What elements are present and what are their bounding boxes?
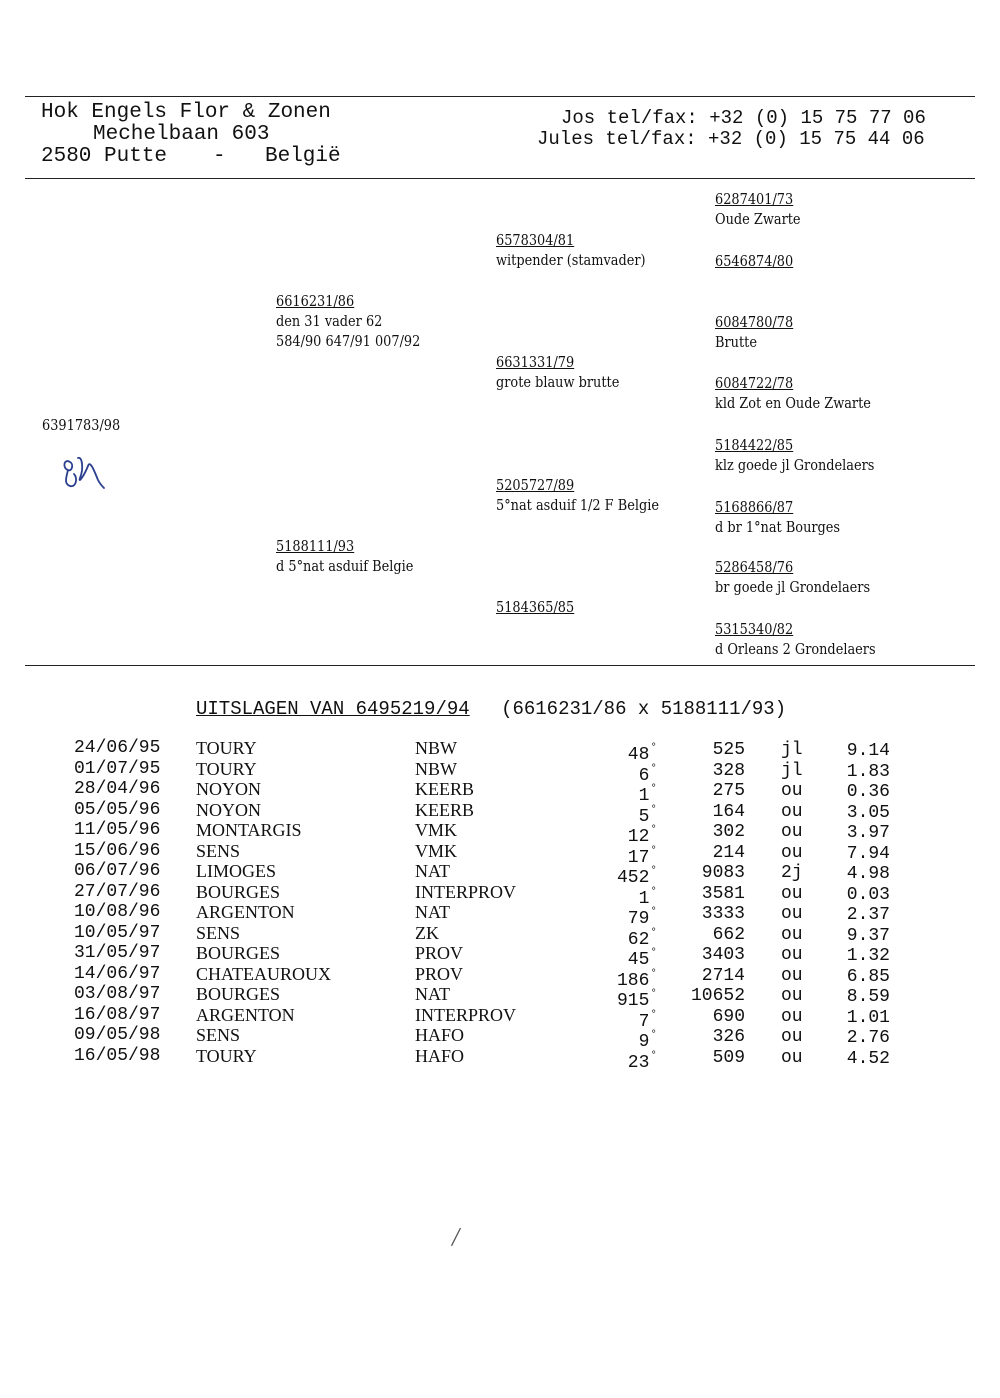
race-class: ou xyxy=(781,801,803,822)
race-organizer: HAFO xyxy=(415,1025,465,1045)
race-class: ou xyxy=(781,965,803,986)
degree-mark: ° xyxy=(650,1008,657,1021)
ring-number: 5188111/93 xyxy=(276,537,355,555)
race-percentage: 1.01 xyxy=(846,1007,890,1028)
table-row xyxy=(0,738,1000,765)
pedigree-note: d 5°nat asduif Belgie xyxy=(276,557,414,575)
ring-number: 6287401/73 xyxy=(715,190,794,208)
race-total-birds: 3403 xyxy=(701,945,745,965)
race-class: jl xyxy=(781,760,803,781)
race-position: 23° xyxy=(627,1049,657,1073)
breeder-city: 2580 Putte xyxy=(41,145,168,168)
race-position: 79° xyxy=(627,906,657,929)
table-row xyxy=(0,1004,1000,1032)
race-place: NOYON xyxy=(196,799,261,820)
ring-number: 6578304/81 xyxy=(496,231,575,249)
pedigree-subject xyxy=(42,415,120,435)
degree-mark: ° xyxy=(650,803,657,816)
stray-mark: / xyxy=(449,1221,462,1254)
ring-number: 5184365/85 xyxy=(496,598,575,616)
pedigree-note: d Orleans 2 Grondelaers xyxy=(715,640,876,658)
race-class: ou xyxy=(781,842,803,863)
race-position: 12° xyxy=(627,824,657,847)
ring-number: 5315340/82 xyxy=(715,620,794,638)
race-position: 62° xyxy=(627,926,657,950)
race-place: CHATEAUROUX xyxy=(196,963,331,984)
race-date: 03/08/97 xyxy=(74,984,161,1004)
race-date: 31/05/97 xyxy=(74,943,161,963)
race-percentage: 0.03 xyxy=(846,884,890,905)
race-organizer: VMK xyxy=(415,840,458,861)
race-percentage: 0.36 xyxy=(846,782,890,802)
pedigree-fm xyxy=(496,352,619,392)
race-percentage: 9.37 xyxy=(846,925,890,946)
race-position: 7° xyxy=(638,1008,657,1032)
degree-mark: ° xyxy=(650,844,657,857)
race-total-birds: 2714 xyxy=(701,965,745,986)
race-total-birds: 10652 xyxy=(690,986,745,1006)
race-position: 48° xyxy=(627,742,657,765)
pedigree-note: br goede jl Grondelaers xyxy=(715,578,871,596)
race-date: 16/05/98 xyxy=(74,1045,161,1066)
header-bottom-rule xyxy=(25,178,975,179)
race-organizer: NBW xyxy=(415,758,457,779)
race-class: jl xyxy=(781,740,803,760)
table-row xyxy=(0,820,1000,847)
race-organizer: PROV xyxy=(415,943,464,963)
degree-mark: ° xyxy=(650,1029,657,1041)
table-row xyxy=(0,1025,1000,1052)
degree-mark: ° xyxy=(650,742,657,754)
degree-mark: ° xyxy=(650,988,657,1000)
race-total-birds: 662 xyxy=(712,924,745,945)
pedigree-fmf xyxy=(715,312,793,352)
pedigree-note: Brutte xyxy=(715,333,757,351)
race-class: ou xyxy=(781,822,803,842)
breeder-dash: - xyxy=(213,145,226,168)
race-place: ARGENTON xyxy=(196,902,295,922)
table-row xyxy=(0,861,1000,888)
ring-number: 6546874/80 xyxy=(715,252,794,270)
race-total-birds: 328 xyxy=(712,760,745,781)
race-organizer: KEERB xyxy=(415,779,475,799)
pedigree-note: witpender (stamvader) xyxy=(496,251,646,269)
race-date: 28/04/96 xyxy=(74,779,161,799)
pedigree-note: d br 1°nat Bourges xyxy=(715,518,841,536)
race-percentage: 2.37 xyxy=(846,905,890,925)
signature-icon xyxy=(58,448,110,494)
ring-number: 6391783/98 xyxy=(42,416,121,434)
degree-mark: ° xyxy=(650,906,657,918)
pedigree-mf xyxy=(496,475,659,515)
degree-mark: ° xyxy=(650,1049,657,1062)
race-date: 14/06/97 xyxy=(74,963,161,984)
ring-number: 6084780/78 xyxy=(715,313,794,331)
race-date: 16/08/97 xyxy=(74,1004,161,1025)
ring-number: 5205727/89 xyxy=(496,476,575,494)
race-class: ou xyxy=(781,1027,803,1047)
race-organizer: INTERPROV xyxy=(415,881,517,902)
race-total-birds: 3333 xyxy=(701,904,745,924)
race-date: 05/05/96 xyxy=(74,799,161,820)
race-place: TOURY xyxy=(196,738,257,758)
ring-number: 5168866/87 xyxy=(715,498,794,516)
table-row xyxy=(0,943,1000,970)
pedigree-note: 584/90 647/91 007/92 xyxy=(276,332,421,350)
pedigree-note: den 31 vader 62 xyxy=(276,312,383,330)
race-organizer: INTERPROV xyxy=(415,1004,517,1025)
pedigree-mmm xyxy=(715,619,876,659)
race-organizer: NBW xyxy=(415,738,457,758)
race-date: 27/07/96 xyxy=(74,881,161,902)
degree-mark: ° xyxy=(650,926,657,939)
race-date: 10/08/96 xyxy=(74,902,161,922)
table-row xyxy=(0,758,1000,786)
race-place: ARGENTON xyxy=(196,1004,295,1025)
pedigree-note: grote blauw brutte xyxy=(496,373,620,391)
race-total-birds: 509 xyxy=(712,1047,745,1068)
race-total-birds: 164 xyxy=(712,801,745,822)
pedigree-fff xyxy=(715,189,801,229)
race-total-birds: 326 xyxy=(712,1027,745,1047)
race-date: 06/07/96 xyxy=(74,861,161,881)
race-percentage: 4.98 xyxy=(846,864,890,884)
pedigree-mff xyxy=(715,435,874,475)
race-position: 45° xyxy=(627,947,657,970)
table-row xyxy=(0,799,1000,827)
race-total-birds: 525 xyxy=(712,740,745,760)
race-place: LIMOGES xyxy=(196,861,276,881)
pedigree-note: kld Zot en Oude Zwarte xyxy=(715,394,871,412)
degree-mark: ° xyxy=(650,762,657,775)
race-class: ou xyxy=(781,781,803,801)
race-percentage: 1.83 xyxy=(846,761,890,782)
race-class: ou xyxy=(781,883,803,904)
degree-mark: ° xyxy=(650,947,657,959)
ring-number: 6084722/78 xyxy=(715,374,794,392)
race-position: 1° xyxy=(638,783,657,806)
table-row xyxy=(0,779,1000,806)
results-title xyxy=(196,698,786,720)
race-organizer: NAT xyxy=(415,984,450,1004)
pedigree-ff xyxy=(496,230,646,270)
degree-mark: ° xyxy=(650,865,657,877)
breeder-street: Mechelbaan 603 xyxy=(93,123,270,146)
race-total-birds: 214 xyxy=(712,842,745,863)
breeder-country: België xyxy=(265,145,341,168)
race-place: BOURGES xyxy=(196,984,281,1004)
race-place: TOURY xyxy=(196,758,257,779)
race-place: BOURGES xyxy=(196,943,281,963)
pedigree-note: Oude Zwarte xyxy=(715,210,801,228)
degree-mark: ° xyxy=(650,824,657,836)
table-row xyxy=(0,840,1000,868)
race-date: 24/06/95 xyxy=(74,738,161,758)
race-total-birds: 302 xyxy=(712,822,745,842)
pedigree-note: klz goede jl Grondelaers xyxy=(715,456,875,474)
race-percentage: 9.14 xyxy=(846,741,890,761)
contact-jos: Jos tel/fax: +32 (0) 15 75 77 06 xyxy=(561,107,926,129)
race-place: NOYON xyxy=(196,779,261,799)
race-organizer: HAFO xyxy=(415,1045,465,1066)
race-total-birds: 3581 xyxy=(701,883,745,904)
race-position: 1° xyxy=(638,885,657,909)
race-position: 5° xyxy=(638,803,657,827)
race-percentage: 3.05 xyxy=(846,802,890,823)
results-heading: UITSLAGEN VAN 6495219/94 xyxy=(196,698,470,720)
race-percentage: 8.59 xyxy=(846,987,890,1007)
race-position: 6° xyxy=(638,762,657,786)
race-place: SENS xyxy=(196,840,241,861)
race-class: 2j xyxy=(781,863,803,883)
header-top-rule xyxy=(25,96,975,97)
pedigree-father xyxy=(276,291,420,351)
breeder-name: Hok Engels Flor & Zonen xyxy=(41,101,331,124)
degree-mark: ° xyxy=(650,783,657,795)
results-parents: (6616231/86 x 5188111/93) xyxy=(501,698,787,720)
race-place: MONTARGIS xyxy=(196,820,302,840)
race-percentage: 3.97 xyxy=(846,823,890,843)
ring-number: 5286458/76 xyxy=(715,558,794,576)
race-class: ou xyxy=(781,1047,803,1068)
table-row xyxy=(0,922,1000,950)
race-position: 186° xyxy=(616,967,657,991)
race-position: 17° xyxy=(627,844,657,868)
ring-number: 6616231/86 xyxy=(276,292,355,310)
ring-number: 6631331/79 xyxy=(496,353,575,371)
race-total-birds: 275 xyxy=(712,781,745,801)
race-class: ou xyxy=(781,945,803,965)
race-total-birds: 9083 xyxy=(701,863,745,883)
pedigree-mother xyxy=(276,536,413,576)
pedigree-fmm xyxy=(715,373,871,413)
table-row xyxy=(0,1045,1000,1073)
pedigree-note: 5°nat asduif 1/2 F Belgie xyxy=(496,496,659,514)
race-date: 10/05/97 xyxy=(74,922,161,943)
race-percentage: 4.52 xyxy=(846,1048,890,1069)
race-organizer: VMK xyxy=(415,820,458,840)
race-class: ou xyxy=(781,924,803,945)
pedigree-bottom-rule xyxy=(25,665,975,666)
race-percentage: 1.32 xyxy=(846,946,890,966)
race-place: SENS xyxy=(196,922,241,943)
race-place: SENS xyxy=(196,1025,241,1045)
race-date: 11/05/96 xyxy=(74,820,161,840)
race-organizer: PROV xyxy=(415,963,464,984)
degree-mark: ° xyxy=(650,967,657,980)
race-place: BOURGES xyxy=(196,881,281,902)
table-row xyxy=(0,963,1000,991)
race-date: 09/05/98 xyxy=(74,1025,161,1045)
race-total-birds: 690 xyxy=(712,1006,745,1027)
race-percentage: 6.85 xyxy=(846,966,890,987)
contact-jules: Jules tel/fax: +32 (0) 15 75 44 06 xyxy=(537,128,925,150)
race-percentage: 2.76 xyxy=(846,1028,890,1048)
degree-mark: ° xyxy=(650,885,657,898)
pedigree-mmf xyxy=(715,557,870,597)
pedigree-mfm xyxy=(715,497,840,537)
race-class: ou xyxy=(781,904,803,924)
race-organizer: NAT xyxy=(415,902,450,922)
race-percentage: 7.94 xyxy=(846,843,890,864)
table-row xyxy=(0,902,1000,929)
race-organizer: KEERB xyxy=(415,799,475,820)
race-date: 01/07/95 xyxy=(74,758,161,779)
race-position: 915° xyxy=(616,988,657,1011)
race-date: 15/06/96 xyxy=(74,840,161,861)
race-organizer: ZK xyxy=(415,922,439,943)
table-row xyxy=(0,881,1000,909)
race-organizer: NAT xyxy=(415,861,450,881)
pedigree-mm xyxy=(496,597,574,617)
race-position: 452° xyxy=(616,865,657,888)
table-row xyxy=(0,984,1000,1011)
race-place: TOURY xyxy=(196,1045,257,1066)
race-position: 9° xyxy=(638,1029,657,1052)
pedigree-ffm xyxy=(715,251,793,271)
ring-number: 5184422/85 xyxy=(715,436,794,454)
race-class: ou xyxy=(781,1006,803,1027)
race-class: ou xyxy=(781,986,803,1006)
